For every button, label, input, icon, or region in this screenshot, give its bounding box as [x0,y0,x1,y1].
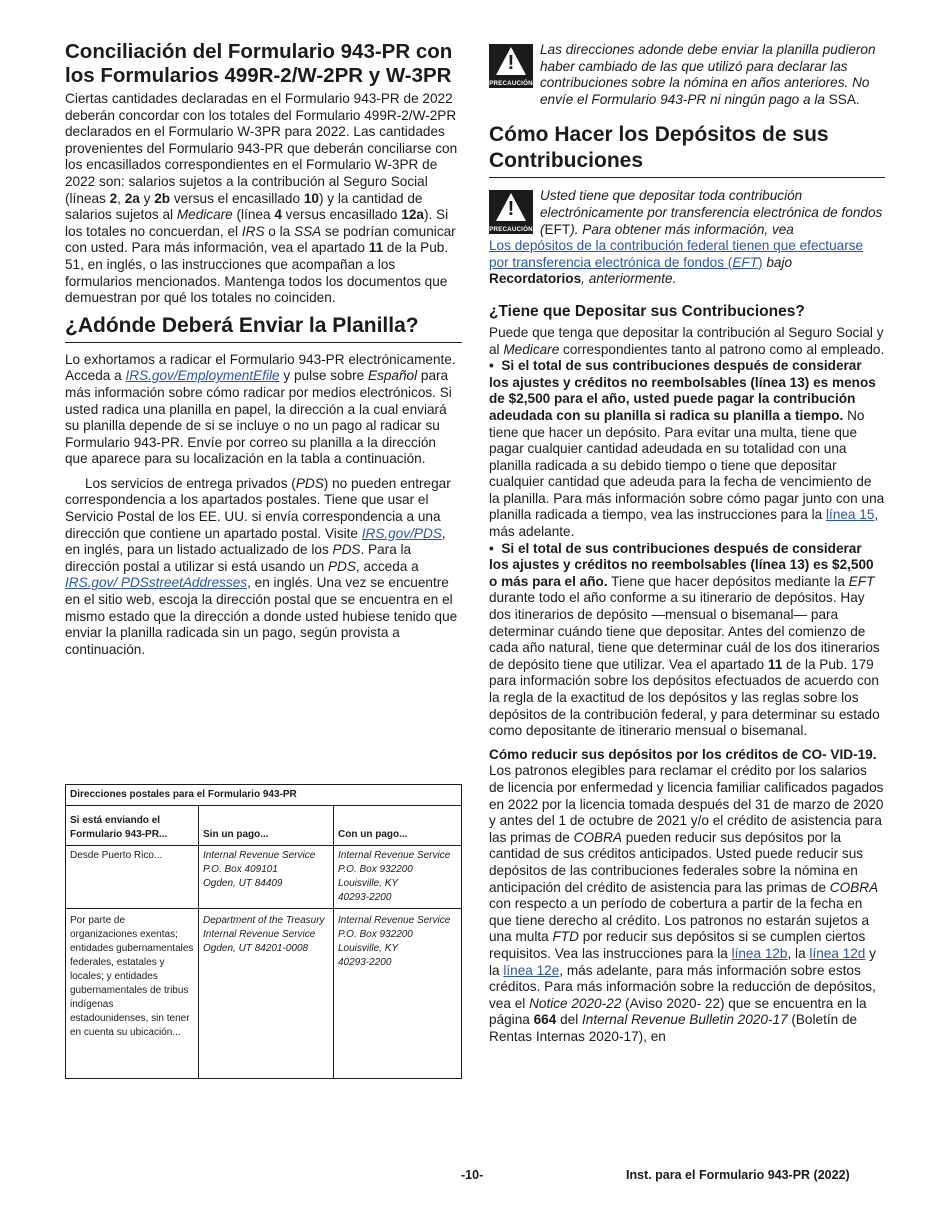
link-employment-efile[interactable]: IRS.gov/EmploymentEfile [125,368,280,384]
table-header-sending: Si está enviando el Formulario 943-PR... [66,806,199,846]
bullet-2500-or-more: • Si el total de sus contribuciones después de considerar los ajustes y créditos no reembolsables (línea 13) es $2,500 o más para el año. Tiene que hacer depósitos mediante la EFT durante todo el año conforme a su itinerario de depósitos. Hay dos itinerarios de depósito —mensual o bisemanal— para determinar cuándo tiene que depositar. Antes del comienzo de cada año natural, tiene que determinar cuál de los dos itinerarios de depósito tiene que utilizar. Vea el apartado 11 de la Pub. 179 para información sobre los depósitos efectuados de acuerdo con la regla de la exactitud de los depósitos y las reglas sobre los depósitos de la contribución federal, y para determinar su estado como depositante de itinerario mensual o bisemanal. [489,540,880,739]
table-cell-address-with-payment: Internal Revenue Service P.O. Box 932200 Louisville, KY 40293-2200 [334,846,462,909]
exclamation-icon: ! [507,52,515,74]
link-linea-12d[interactable]: línea 12d [809,945,866,961]
table-header-with-payment: Con un pago... [334,806,462,846]
table-cell-address-with-payment: Internal Revenue Service P.O. Box 932200 Louisville, KY 40293-2200 [334,909,462,1079]
bullet-less-than-2500: • Si el total de sus contribuciones después de considerar los ajustes y créditos no reembolsables (línea 13) es menos de $2,500 para el año, usted puede pagar la contribución adeudada con su planilla si radica su planilla a tiempo. No tiene que hacer un depósito. Para evitar una multa, tiene que pagar cualquier cantidad adeudada en su totalidad con una planilla radicada a su debido tiempo o tiene que depositar cualquier cantidad que adeuda para la fecha de vencimiento de la planilla. Para más información sobre cómo pagar junto con una planilla radicada a tiempo, vea las instrucciones para la línea 15, más adelante. [489,358,885,540]
caution-eft-continued: Los depósitos de la contribución federal tienen que efectuarse por transferencia electrónica de fondos (EFT) bajo Recordatorios, anteriormente. [489,238,864,287]
link-eft-deposits[interactable]: Los depósitos de la contribución federal tienen que efectuarse por transferencia electrónica de fondos (EFT) [489,238,864,270]
heading-conciliacion: Conciliación del Formulario 943-PR con los Formularios 499R-2/W-2PR y W-3PR [65,40,453,87]
paragraph-conciliacion: Ciertas cantidades declaradas en el Formulario 943-PR de 2022 deberán concordar con los totales del Formulario 499R-2/W-2PR declarados en el Formulario W-3PR para 2022. Las cantidades provenientes del Formulario 943-PR que deberán conciliarse con los encasillados correspondientes en el Formulario W-3PR de 2022 son: salarios sujetos a la contribución al Seguro Social (líneas 2, 2a y 2b versus el encasillado 10) y la cantidad de salarios sujetos al Medicare (línea 4 versus encasillado 12a). Si los totales no concuerdan, el IRS o la SSA se podrían comunicar con usted. Para más información, vea el apartado 11 de la Pub. 51, en inglés, o las instrucciones que acompañan a los formularios mencionados. Mantenga todos los documentos que demuestran por qué los totales no coinciden. [65,91,458,306]
paragraph-adonde-2: Los servicios de entrega privados (PDS) no pueden entregar correspondencia a los apartados postales. Tiene que usar el Servicio Postal de los EE. UU. si envía correspondencia a una dirección que contiene un apartado postal. Visite IRS.gov/PDS, en inglés, para un listado actualizado de los PDS. Para la dirección postal a utilizar si está usando un PDS, acceda a IRS.gov/ PDSstreetAddresses, en inglés. Una vez se encuentre en el sitio web, escoja la dirección postal que se encuentra en el mismo estado que la dirección a donde usted hubiese tenido que enviar la planilla radicada sin un pago, según provista a continuación. [65,475,458,657]
heading-depositos: Cómo Hacer los Depósitos de sus Contribuciones [489,122,885,178]
right-column [489,42,885,1045]
link-linea-12b[interactable]: línea 12b [731,945,788,961]
heading-adonde: ¿Adónde Deberá Enviar la Planilla? [65,313,462,343]
caution-text-addresses: Las direcciones adonde debe enviar la planilla pudieron haber cambiado de las que utilizó para declarar las contribuciones sobre la nómina en años anteriores. No envíe el Formulario 943-PR ni ningún pago a la SSA. [540,42,876,107]
table-title-row [66,785,462,806]
link-linea-12e[interactable]: línea 12e [503,962,560,978]
paragraph-adonde-1: Lo exhortamos a radicar el Formulario 943-PR electrónicamente. Acceda a IRS.gov/EmploymentEfile y pulse sobre Español para más información sobre cómo radicar por medios electrónicos. Si usted radica una planilla en papel, la dirección a la cual enviará su planilla depende de si se incluye o no un pago al radicar su Formulario 943-PR. Envíe por correo su planilla a la dirección que aparece para su localización en la tabla a continuación. [65,351,456,467]
bullet-icon: • [489,540,502,556]
page-number: -10- [461,1168,484,1182]
table-header-row [66,806,462,846]
caution-text-eft: Usted tiene que depositar toda contribución electrónicamente por transferencia electrónica de fondos (EFT). Para obtener más información, vea [540,188,883,237]
address-table [65,784,462,1079]
link-pds-street-addresses[interactable]: IRS.gov/ PDSstreetAddresses [65,575,248,591]
caution-icon [489,44,533,88]
paragraph-tiene: Puede que tenga que depositar la contribución al Seguro Social y al Medicare correspondientes tanto al patrono como al empleado. [489,324,885,357]
table-title: Direcciones postales para el Formulario 943-PR [66,785,462,806]
bullet-icon: • [489,358,502,374]
table-header-without-payment: Sin un pago... [199,806,334,846]
link-linea-15[interactable]: línea 15 [826,507,875,523]
caution-label: PRECAUCIÓN [489,226,533,234]
caution-icon [489,190,533,234]
left-column [65,40,462,658]
caution-box-eft [489,188,885,238]
table-row [66,846,462,909]
caution-box-addresses [489,42,885,108]
caution-label: PRECAUCIÓN [489,80,533,87]
exclamation-icon: ! [507,198,515,221]
paragraph-covid-credits: Cómo reducir sus depósitos por los créditos de CO- VID-19. Los patronos elegibles para reclamar el crédito por los salarios de licencia por enfermedad y licencia familiar calificados pagados en 2022 por la licencia tomada después del 31 de marzo de 2020 y antes del 1 de octubre de 2021 y/o el crédito de asistencia para las primas de COBRA pueden reducir sus depósitos por la cantidad de sus créditos anticipados. Usted puede reducir sus depósitos de las contribuciones federales sobre la nómina en anticipación del crédito de asistencia para las primas de COBRA con respecto a un período de cobertura a partir de la fecha en que tiene derecho al crédito. Los patronos no estarán sujetos a una multa FTD por reducir sus depósitos si se cumplen ciertos requisitos. Vea las instrucciones para la línea 12b, la línea 12d y la línea 12e, más adelante, para más información sobre estos créditos. Para más información sobre la reducción de depósitos, vea el Notice 2020-22 (Aviso 2020- 22) que se encuentra en la página 664 del Internal Revenue Bulletin 2020-17 (Boletín de Rentas Internas 2020-17), en [489,746,884,1044]
table-cell-address-without-payment: Internal Revenue Service P.O. Box 409101 Ogden, UT 84409 [199,846,334,909]
table-cell-location: Desde Puerto Rico... [66,846,199,909]
table-row [66,909,462,1079]
heading-tiene-que-depositar: ¿Tiene que Depositar sus Contribuciones? [489,302,805,320]
table-cell-location: Por parte de organizaciones exentas; entidades gubernamentales federales, estatales y locales; y entidades gubernamentales de tribus indígenas estadounidenses, sin tener en cuenta su ubicación... [66,909,199,1079]
footer-title: Inst. para el Formulario 943-PR (2022) [626,1168,850,1182]
link-irs-pds[interactable]: IRS.gov/PDS [361,525,442,541]
table-cell-address-without-payment: Department of the Treasury Internal Revenue Service Ogden, UT 84201-0008 [199,909,334,1079]
